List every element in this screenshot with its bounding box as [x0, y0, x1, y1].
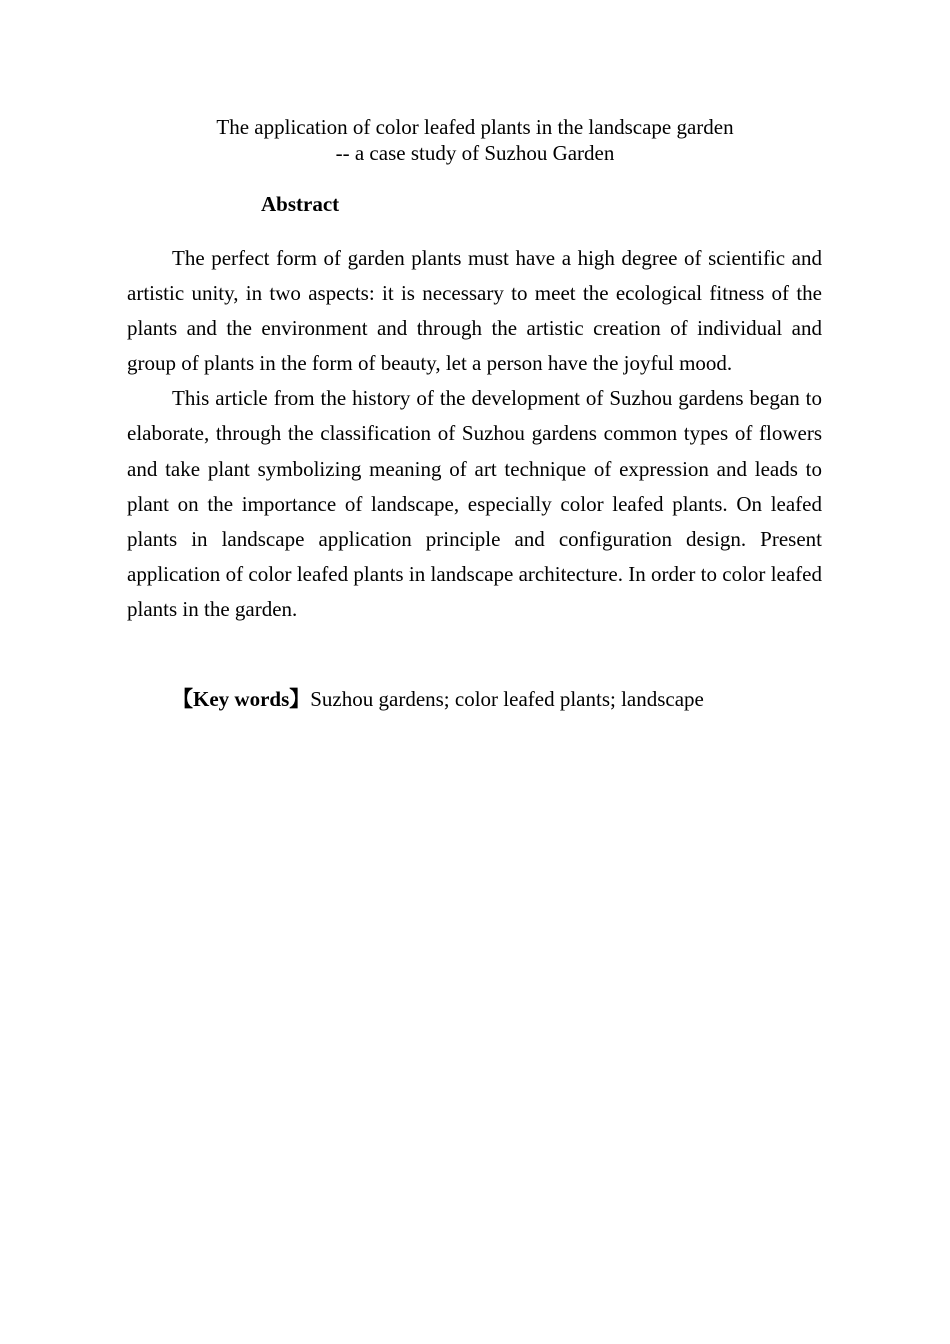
- abstract-body: [127, 241, 822, 627]
- title-block: [0, 114, 950, 166]
- keywords-line: [172, 686, 704, 712]
- abstract-heading: Abstract: [261, 192, 340, 216]
- abstract-paragraph-2: This article from the history of the development of Suzhou gardens began to elaborate, through the classification of Suzhou gardens common types of flowers and take plant symbolizing meaning of art technique of expression and leads to plant on the importance of landscape, especially color leafed plants. On leafed plants in landscape application principle and configuration design. Present application of color leafed plants in landscape architecture. In order to color leafed plants in the garden.: [127, 386, 822, 621]
- document-title: The application of color leafed plants in the landscape garden: [216, 115, 734, 139]
- abstract-paragraph-1: The perfect form of garden plants must have a high degree of scientific and artistic unity, in two aspects: it is necessary to meet the ecological fitness of the plants and the environment and through the artistic creation of individual and group of plants in the form of beauty, let a person have the joyful mood.: [127, 246, 822, 376]
- document-subtitle: -- a case study of Suzhou Garden: [335, 141, 615, 165]
- keywords-text: Suzhou gardens; color leafed plants; landscape: [310, 687, 704, 711]
- keywords-label: 【Key words】: [172, 687, 311, 711]
